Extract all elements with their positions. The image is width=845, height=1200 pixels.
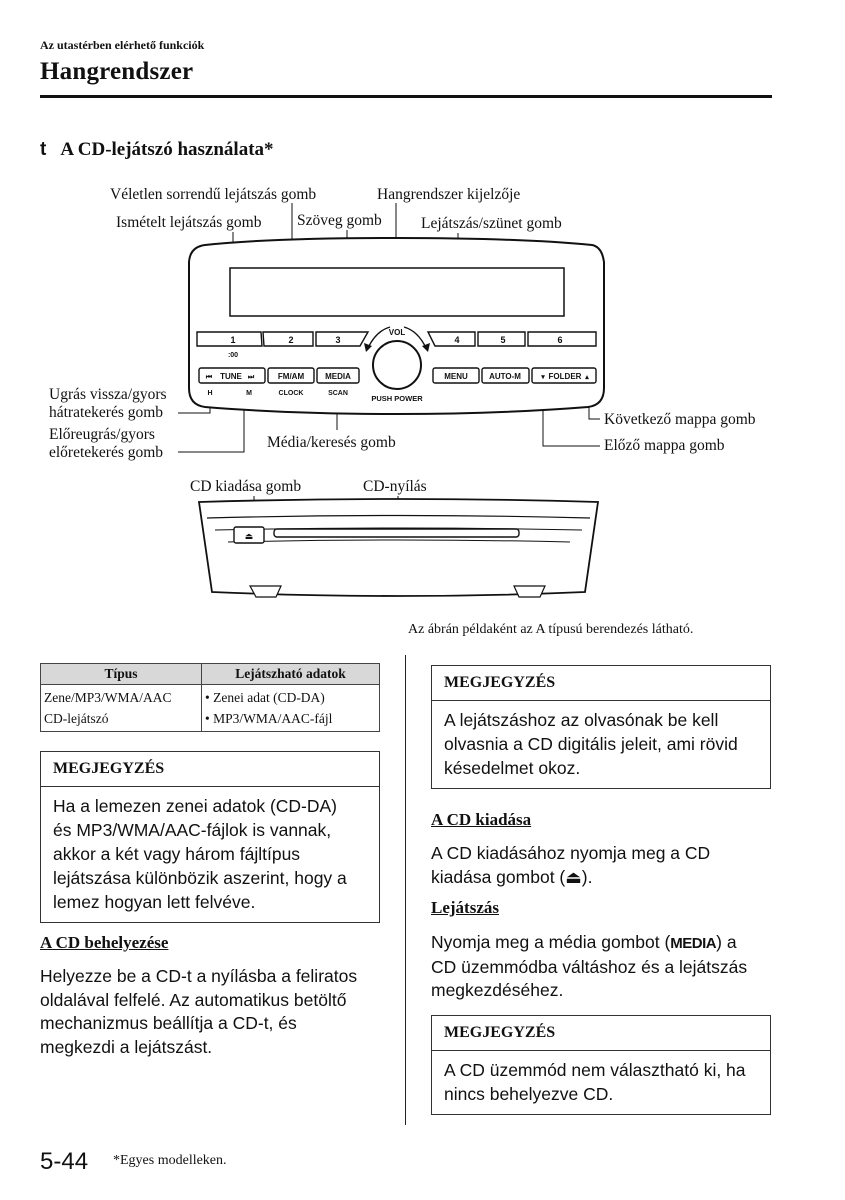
note-box-right-2 xyxy=(431,1015,771,1115)
table-row xyxy=(41,685,380,732)
eject-icon: ⏏ xyxy=(565,866,582,887)
note-heading: MEGJEGYZÉS xyxy=(432,666,770,701)
playback-heading: Lejátszás xyxy=(431,898,499,917)
volume-knob xyxy=(373,341,421,389)
page-title: Hangrendszer xyxy=(40,58,194,85)
svg-text:▾: ▾ xyxy=(541,374,545,381)
note-line: olvasnia a CD digitális jeleit, ami rövid xyxy=(444,734,738,754)
section-bullet: t xyxy=(40,139,47,160)
label-eject: CD kiadása gomb xyxy=(190,478,302,495)
note-box-right-1 xyxy=(431,665,771,789)
push-power-label: PUSH POWER xyxy=(371,394,423,403)
text-line: mechanizmus beállítja a CD-t, és xyxy=(40,1013,297,1033)
svg-text:⏭: ⏭ xyxy=(247,374,255,381)
playback-text xyxy=(431,931,776,1003)
text-fragment: Nyomja meg a média gombot ( xyxy=(431,932,671,952)
media-button-glyph: MEDIA xyxy=(670,935,717,952)
figure-caption: Az ábrán példaként az A típusú berendezés látható. xyxy=(408,622,694,637)
text-line: CD üzemmódba váltáshoz és a lejátszás xyxy=(431,956,748,977)
media-label: MEDIA xyxy=(325,372,351,381)
scan-label: SCAN xyxy=(328,390,348,397)
label-skip-forward-line2: előretekerés gomb xyxy=(49,444,164,461)
folder-label: FOLDER xyxy=(548,372,582,381)
section-title: A CD-lejátszó használata* xyxy=(60,139,274,160)
label-repeat: Ismételt lejátszás gomb xyxy=(116,214,262,231)
text-line: megkezdéséhez. xyxy=(431,980,564,1000)
type-line-1: Zene/MP3/WMA/AAC xyxy=(44,690,172,705)
type-line-2: CD-lejátszó xyxy=(44,711,109,726)
breadcrumb: Az utastérben elérhető funkciók xyxy=(40,38,205,52)
preset-button-3 xyxy=(316,332,368,346)
text-line: oldalával felfelé. Az automatikus betöltő xyxy=(40,989,347,1010)
h-label: H xyxy=(207,390,213,397)
label-random-play: Véletlen sorrendű lejátszás gomb xyxy=(110,186,317,203)
eject-cd-text xyxy=(431,842,771,889)
footnote: *Egyes modelleken. xyxy=(113,1153,227,1168)
page-number: 5-44 xyxy=(40,1148,89,1175)
preset-label-1: 1 xyxy=(230,335,236,345)
label-skip-forward-line1: Előreugrás/gyors xyxy=(49,426,155,443)
svg-text:⏏: ⏏ xyxy=(244,531,254,541)
note-body xyxy=(432,701,770,788)
note-heading: MEGJEGYZÉS xyxy=(41,752,379,787)
preset-label-3: 3 xyxy=(335,335,341,345)
column-divider xyxy=(405,655,406,1125)
svg-text:⏮: ⏮ xyxy=(205,374,213,381)
preset-label-5: 5 xyxy=(500,335,506,345)
table-cell-type xyxy=(41,685,202,732)
playable-data-table xyxy=(40,663,380,732)
cd-slot xyxy=(274,529,519,537)
note-line: és MP3/WMA/AAC-fájlok is vannak, xyxy=(53,820,332,840)
table-header-data: Lejátszható adatok xyxy=(202,664,380,685)
text-line: A CD kiadásához nyomja meg a CD xyxy=(431,843,711,863)
autom-label: AUTO-M xyxy=(489,372,521,381)
preset-button-4 xyxy=(428,332,475,346)
label-skip-back-line1: Ugrás vissza/gyors xyxy=(49,386,167,403)
text-line xyxy=(431,866,771,890)
note-box-left xyxy=(40,751,380,923)
note-line: akkor a két vagy három fájltípus xyxy=(53,844,301,864)
clock-label: CLOCK xyxy=(278,390,304,397)
label-media-search: Média/keresés gomb xyxy=(267,434,396,451)
label-play-pause: Lejátszás/szünet gomb xyxy=(421,215,562,232)
label-prev-folder: Előző mappa gomb xyxy=(604,437,725,454)
m-label: M xyxy=(246,390,252,397)
menu-label: MENU xyxy=(444,372,468,381)
insert-cd-heading: A CD behelyezése xyxy=(40,933,169,952)
note-line: A lejátszáshoz az olvasónak be kell xyxy=(444,710,719,730)
label-text: Szöveg gomb xyxy=(297,212,382,229)
label-display: Hangrendszer kijelzője xyxy=(377,186,521,203)
text-line: Helyezze be a CD-t a nyílásba a feliratos xyxy=(40,966,358,986)
note-line: A CD üzemmód nem választható ki, ha xyxy=(444,1060,746,1080)
table-header-type: Típus xyxy=(41,664,202,685)
note-line: lemez hogyan lett felvéve. xyxy=(53,892,256,912)
data-line-2: • MP3/WMA/AAC-fájl xyxy=(205,711,333,726)
vol-label: VOL xyxy=(388,328,406,337)
insert-cd-text xyxy=(40,965,390,1059)
table-cell-data xyxy=(202,685,380,732)
preset-label-6: 6 xyxy=(557,335,563,345)
svg-text:▴: ▴ xyxy=(585,374,589,381)
text-line: megkezdi a lejátszást. xyxy=(40,1036,213,1057)
text-fragment: ) a xyxy=(716,932,737,952)
preset-label-2: 2 xyxy=(288,335,294,345)
note-line: lejátszása különbözik aszerint, hogy a xyxy=(53,868,347,888)
text-line xyxy=(431,931,776,956)
text-fragment: ). xyxy=(581,866,593,887)
label-next-folder: Következő mappa gomb xyxy=(604,411,756,428)
eject-cd-heading: A CD kiadása xyxy=(431,810,532,829)
note-line: nincs behelyezve CD. xyxy=(444,1084,614,1104)
sub-label-00: :00 xyxy=(227,352,239,359)
text-fragment: kiadása gombot ( xyxy=(431,866,566,887)
note-line: késedelmet okoz. xyxy=(444,758,581,778)
label-cd-slot: CD-nyílás xyxy=(363,478,427,495)
note-heading: MEGJEGYZÉS xyxy=(432,1016,770,1051)
note-line: Ha a lemezen zenei adatok (CD-DA) xyxy=(53,796,338,816)
preset-label-4: 4 xyxy=(454,335,460,345)
tune-label: TUNE xyxy=(220,372,242,381)
data-line-1: • Zenei adat (CD-DA) xyxy=(205,690,325,705)
label-skip-back-line2: hátratekerés gomb xyxy=(49,404,164,421)
fmam-label: FM/AM xyxy=(277,372,305,381)
note-body xyxy=(432,1051,770,1114)
note-body xyxy=(41,787,379,922)
